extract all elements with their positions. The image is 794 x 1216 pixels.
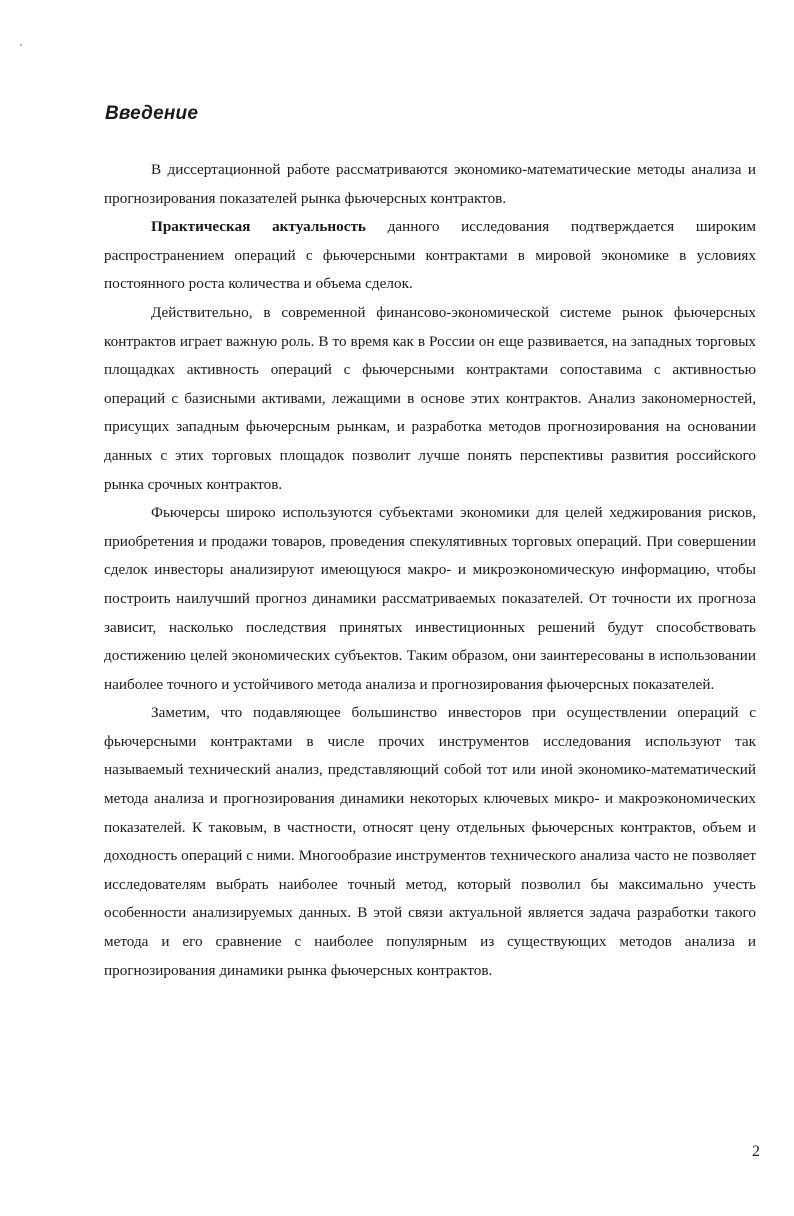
paragraph-market-role <box>104 299 756 499</box>
paragraph-futures-usage <box>104 499 756 699</box>
document-body <box>104 156 756 985</box>
paragraph-text: Фьючерсы широко используются субъектами экономики для целей хеджирования рисков, приобретения и продажи товаров, проведения спекулятивных торговых операций. При совершении сделок инвесторы анализируют имеющуюся макро- и микроэкономическую информацию, чтобы построить наилучший прогноз динамики рассматриваемых показателей. От точности их прогноза зависит, насколько последствия принятых инвестиционных решений будут способствовать достижению целей экономических субъектов. Таким образом, они заинтересованы в использовании наиболее точного и устойчивого метода анализа и прогнозирования фьючерсных показателей. <box>104 504 756 693</box>
paragraph-text: В диссертационной работе рассматриваются экономико-математические методы анализа и прогнозирования показателей рынка фьючерсных контрактов. <box>104 161 756 207</box>
section-heading: Введение <box>105 103 199 124</box>
paragraph-text: Действительно, в современной финансово-экономической системе рынок фьючерсных контрактов играет важную роль. В то время как в России он еще развивается, на западных торговых площадках активность операций с фьючерсными контрактами сопоставима с активностью операций с базисными активами, лежащими в основе этих контрактов. Анализ закономерностей, присущих западным фьючерсным рынкам, и разработка методов прогнозирования на основании данных с этих торговых площадок позволит лучше понять перспективы развития российского рынка срочных контрактов. <box>104 303 756 493</box>
emphasis-term: Практическая актуальность <box>151 218 366 236</box>
paragraph-text: Заметим, что подавляющее большинство инвесторов при осуществлении операций с фьючерсными контрактами в числе прочих инструментов исследования используют так называемый технический анализ, представляющий собой тот или иной экономико-математический метода анализа и прогнозирования динамики некоторых ключевых микро- и макроэкономических показателей. К таковым, в частности, относят цену отдельных фьючерсных контрактов, объем и доходность операций с ними. Многообразие инструментов технического анализа часто не позволяет исследователям выбрать наиболее точный метод, который позволил бы максимально учесть особенности анализируемых данных. В этой связи актуальной является задача разработки такого метода и его сравнение с наиболее популярным из существующих методов анализа и прогнозирования динамики рынка фьючерсных контрактов. <box>104 704 756 979</box>
paragraph-text: данного исследования подтверждается широким распространением операций с фьючерсными контрактами в мировой экономике в условиях постоянного роста количества и объема сделок. <box>104 218 756 293</box>
page-number: 2 <box>752 1143 760 1160</box>
paragraph-relevance <box>104 213 756 299</box>
scan-speck <box>20 44 22 46</box>
paragraph-technical-analysis <box>104 699 756 985</box>
paragraph-intro <box>104 156 756 213</box>
